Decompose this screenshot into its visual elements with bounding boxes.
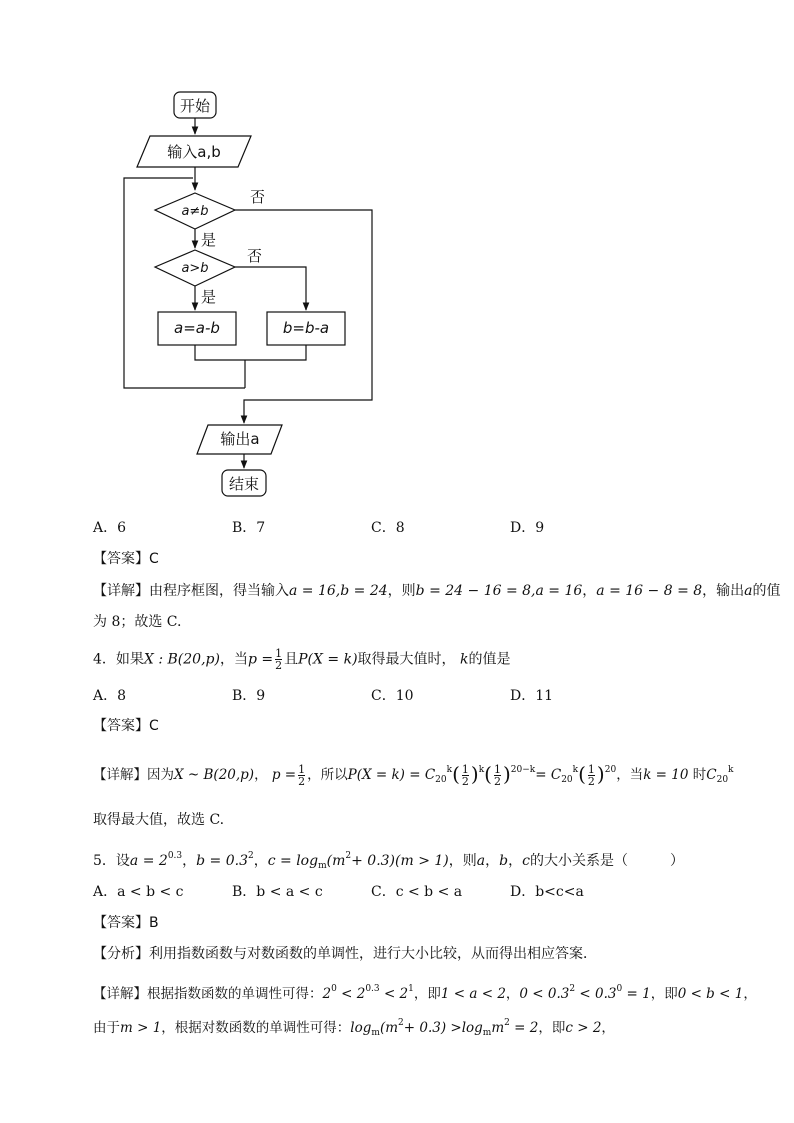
q5-analysis-tag: 【分析】 (93, 946, 149, 962)
text: ， (601, 1020, 615, 1036)
cond2-label: a>b (181, 261, 209, 276)
fraction (588, 764, 595, 787)
math: a (476, 853, 486, 869)
q5-option-a: A．a < b < c (93, 884, 184, 900)
q3-option-b: B．7 (232, 520, 266, 536)
math: k (460, 651, 469, 668)
yes-label-1: 是 (201, 231, 217, 249)
q5-detail-tag: 【详解】 (93, 986, 147, 1002)
math: = 2 (514, 1020, 539, 1036)
superscript: 2 (345, 851, 352, 861)
superscript: 1 (408, 984, 414, 994)
math: c = log (267, 853, 319, 869)
math: b = 24 − 16 = 8,a = 16 (415, 583, 583, 599)
text: ，输出 (702, 583, 745, 599)
math: c > 2 (565, 1020, 602, 1036)
text: 取得最大值时， (357, 651, 456, 668)
q3-detail-tag: 【详解】 (93, 583, 149, 599)
superscript: k (478, 765, 485, 775)
math: p = (271, 767, 297, 783)
paren: ( (578, 762, 586, 786)
denominator: 2 (493, 775, 501, 788)
superscript: k (728, 765, 734, 775)
text: ，当 (616, 767, 644, 783)
q5-option-b: B．b < a < c (232, 884, 323, 900)
cond1-label: a≠b (181, 204, 209, 219)
box-right-label: b=b-a (282, 319, 330, 337)
text: ，即 (650, 986, 678, 1002)
q4-option-b: B．9 (232, 688, 266, 704)
math: + 0.3) >log (403, 1020, 483, 1036)
text: ，当 (219, 651, 248, 668)
math: k = 10 (643, 767, 689, 783)
text: 由程序框图，得当输入 (149, 583, 289, 599)
subscript: m (371, 1028, 380, 1038)
q4-option-a: A．8 (93, 688, 127, 704)
denominator: 2 (275, 659, 283, 672)
superscript: 0 (331, 984, 337, 994)
superscript: 2 (398, 1018, 404, 1028)
paren: ( (452, 762, 460, 786)
output-label: 输出a (220, 430, 260, 448)
q4-detail-line1 (93, 760, 734, 790)
text: 由于 (93, 1020, 120, 1036)
fraction (275, 648, 282, 671)
text: ，则 (387, 583, 416, 599)
math: + 0.3) (351, 853, 396, 869)
text: ，即 (413, 986, 441, 1002)
math: b (499, 853, 509, 869)
subscript: m (482, 1028, 492, 1038)
text: ， (254, 767, 268, 783)
superscript: 0 (616, 984, 623, 994)
end-label: 结束 (228, 475, 260, 493)
math: X : B(20,p) (143, 651, 220, 668)
start-label: 开始 (179, 97, 211, 115)
math: 1 < a < 2 (440, 986, 506, 1002)
text: ，所以 (307, 767, 348, 783)
math: = 1 (626, 986, 651, 1002)
paren: ) (502, 762, 511, 786)
input-label: 输入a,b (167, 143, 221, 161)
text: 的值是 (468, 651, 511, 668)
text: 5．设 (93, 853, 130, 869)
text: 时 (692, 767, 707, 783)
subscript: 20 (561, 775, 573, 785)
superscript: k (572, 765, 579, 775)
math: a = 16,b = 24 (289, 583, 388, 599)
math: 2 (322, 986, 332, 1002)
subscript: 20 (716, 775, 729, 785)
math: 0 < 0.3 (519, 986, 570, 1002)
text: ， (253, 853, 268, 869)
math: m > 1 (120, 1020, 162, 1036)
math: X ~ B(20,p) (174, 767, 255, 783)
q5-option-c: C．c < b < a (371, 884, 463, 900)
q3-detail-line2: 为 8；故选 C. (93, 614, 182, 630)
text: ， (743, 986, 757, 1002)
q4-option-c: C．10 (371, 688, 414, 704)
superscript: 20−k (510, 765, 536, 775)
q4-detail-tag: 【详解】 (93, 767, 147, 783)
text: ， (508, 853, 523, 869)
fraction (494, 764, 501, 787)
q4-answer: 【答案】C (93, 718, 159, 734)
denominator: 2 (461, 775, 469, 788)
superscript: 20 (604, 765, 617, 775)
math: a = 16 − 8 = 8 (596, 583, 703, 599)
superscript: k (446, 765, 453, 775)
paren: ) (470, 762, 479, 786)
numerator: 1 (461, 763, 469, 776)
text: ，根据对数函数的单调性可得： (161, 1020, 351, 1036)
text: 的值 (752, 583, 781, 599)
q5-analysis (93, 944, 597, 964)
q5-stem (93, 846, 684, 876)
text: 利用指数函数与对数函数的单调性，进行大小比较，从而得出相应答案． (149, 946, 597, 962)
text: ，则 (448, 853, 477, 869)
text: ， (182, 853, 197, 869)
numerator: 1 (587, 763, 595, 776)
no-label-1: 否 (250, 188, 266, 206)
math: a (744, 583, 753, 599)
text: 且 (284, 651, 299, 668)
math: P(X = k) = C (347, 767, 436, 783)
math: (m (326, 853, 346, 869)
denominator: 2 (298, 775, 306, 788)
math: < 2 (383, 986, 409, 1002)
q3-detail-line1 (93, 581, 781, 601)
math: P(X = k) (298, 651, 358, 668)
text: ，即 (538, 1020, 566, 1036)
math: c (522, 853, 530, 869)
numerator: 1 (493, 763, 501, 776)
math: < 2 (341, 986, 366, 1002)
text: 4．如果 (93, 651, 144, 668)
q5-detail-line1 (93, 979, 757, 1004)
q5-option-d: D．b<c<a (510, 884, 584, 900)
text: ， (505, 986, 520, 1002)
denominator: 2 (587, 775, 595, 788)
paren: ( (484, 762, 492, 786)
math: p = (247, 651, 274, 668)
math: m (491, 1020, 505, 1036)
numerator: 1 (298, 763, 306, 776)
math: a = 2 (129, 853, 168, 869)
fraction (298, 764, 305, 787)
subscript: m (318, 861, 327, 871)
q3-answer: 【答案】C (93, 551, 159, 567)
math: log (350, 1020, 372, 1036)
math: (m (379, 1020, 399, 1036)
program-flowchart (0, 0, 794, 510)
math: b = 0.3 (196, 853, 248, 869)
math: = C (535, 767, 562, 783)
math: (m > 1) (395, 853, 449, 869)
text: ， (485, 853, 500, 869)
math: C (706, 767, 717, 783)
no-label-2: 否 (247, 247, 263, 265)
superscript: 0.3 (167, 851, 183, 861)
q3-option-a: A．6 (93, 520, 127, 536)
math: 0 < b < 1 (677, 986, 744, 1002)
q4-detail-line2: 取得最大值，故选 C. (93, 812, 225, 828)
text: 因为 (147, 767, 174, 783)
q4-option-d: D．11 (510, 688, 554, 704)
text: ， (582, 583, 597, 599)
q5-detail-line2 (93, 1013, 615, 1043)
numerator: 1 (275, 647, 283, 660)
text: 的大小关系是（ ） (529, 853, 684, 869)
q3-option-c: C．8 (371, 520, 405, 536)
math: < 0.3 (579, 986, 617, 1002)
subscript: 20 (435, 775, 447, 785)
superscript: 0.3 (365, 984, 380, 994)
q4-stem (93, 648, 510, 671)
paren: ) (596, 762, 605, 786)
fraction (462, 764, 469, 787)
yes-label-2: 是 (201, 288, 217, 306)
superscript: 2 (569, 984, 576, 994)
superscript: 2 (248, 851, 254, 861)
box-left-label: a=a-b (174, 319, 220, 337)
superscript: 2 (504, 1018, 510, 1028)
q3-option-d: D．9 (510, 520, 545, 536)
text: 根据指数函数的单调性可得： (147, 986, 323, 1002)
q5-answer: 【答案】B (93, 915, 159, 931)
